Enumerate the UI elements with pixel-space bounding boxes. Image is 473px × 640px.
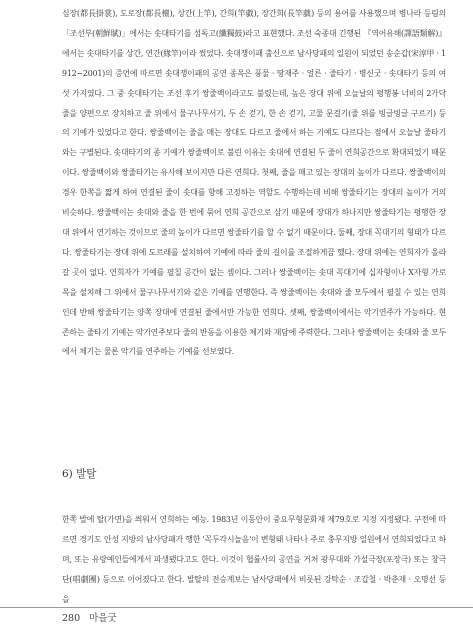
book-title: 마을굿 (89, 613, 117, 624)
page-number: 280 (62, 613, 81, 624)
page-footer (62, 613, 117, 625)
footer-divider (0, 607, 473, 608)
section-heading: 6) 발탈 (62, 468, 97, 480)
body-paragraph: 한쪽 발에 탈(가면)을 씌워서 연희하는 예능. 1983년 이동안이 중요무형문화재 제79호로 지정 지정됐다. 구전에 따르면 경기도 안성 지방의 남사당패가 행한 '꼭두각시놀음'이 변형돼 나타나 주로 충무지방 일원에서 연희되었다고 하며, 또는 유랑예인들에게서 파생됐다고도 한다. 이것이 협률사의 공연을 거쳐 광무대와 가설극장(포장극) 또는 창극단(唱劇團) 등으로 이어졌다고 한다. 발탈의 전승계보는 남사당패에서 비롯된 강탁순 · 조갑철 · 박춘재 · 오명선 등을 (62, 515, 446, 604)
body-paragraph: 심장(都長掛裳), 도로장(都長檀), 상간(上竿), 간희(竿戱), 장간희(長竿戱) 등의 용어를 사용했으며 병나라 등림의 「조선부(朝鮮賦)」에서는 솟대타기를 섬독고(纖獨鼓)라고 표현했다. 조선 숙종대 긴행된 『역어유해(譯語類解)』에서는 솟대타기를 상간, 연간(緣竿)이라 썼었다. 솟대쟁이패 출신으로 남사당패의 일원이 되었던 송순갑(宋淳甲 · 1912~2001)의 증언에 따르면 솟대쟁이패의 공연 종목은 풍물 · 땅재주 · 얼른 · 줄타기 · 병신굿 · 솟대타기 등의 여섯 가지였다. 그 중 솟대타기는 조선 후기 쌍줄백이라고도 불렸는데, 높은 장대 위에 오늘날의 평행봉 너비의 2가닥 줄을 양편으로 장치하고 줄 위에서 물구나무서기, 두 손 걷기, 한 손 걷기, 고물 문걸기(줄 위를 빙글빙글 구르기) 등의 기예가 있었다고 한다. 쌍줄백이는 줄을 매는 장대도 다르고 줄에서 하는 기예도 다르다는 점에서 오늘날 줄타기와는 구별된다. 솟대타기의 종 기예가 쌍줄백이로 불린 이유는 솟대에 연결된 두 줄이 연희공간으로 확대되었기 때문이다. 쌍줄백이와 쌍줄타기는 유사해 보이지만 다른 연희다. 첫째, 줄을 매고 있는 장대의 높이가 다르다. 쌍줄백이의 경우 한쪽을 짧게 하여 연결된 줄이 솟대를 향해 고정하는 역할도 수행하는데 비해 쌍줄타기는 장대의 높이가 거의 비슷하다. 쌍줄백이는 솟대와 줄을 한 번에 묶어 연희 공간으로 삼기 때문에 장대가 하나지만 쌍줄타기는 평행한 장대 위에서 연기하는 것이므로 줄의 높이가 다르면 쌍줄타기를 할 수 없기 때문이다. 둘째, 장대 꼭대기의 형태가 다르다. 쌍줄타기는 장대 위에 도르래를 설치하여 기예에 따라 줄의 길이를 조절하게끔 했다. 장대 위에는 연희자가 올라갈 곳이 없다. 연희자가 기예를 펼칠 공간이 없는 셈이다. 그러나 쌍줄백이는 솟대 꼭대기에 십자형이나 X자형 가로목을 설치해 그 위에서 물구나무서기와 같은 기예를 연행한다. 즉 쌍줄백이는 솟대와 줄 모두에서 펼칠 수 있는 연희인데 반해 쌍줄타기는 양쪽 장대에 연결된 줄에서만 가능한 연희다. 셋째, 쌍줄백이에서는 악기연주가 가능하다. 현존하는 줄타기 기예는 악기연주보다 줄의 반동을 이용한 체기와 재담에 주력한다. 그러나 쌍줄백이는 솟대와 줄 모두에서 체기는 물론 악기를 연주하는 기예를 선보였다. (62, 9, 446, 357)
